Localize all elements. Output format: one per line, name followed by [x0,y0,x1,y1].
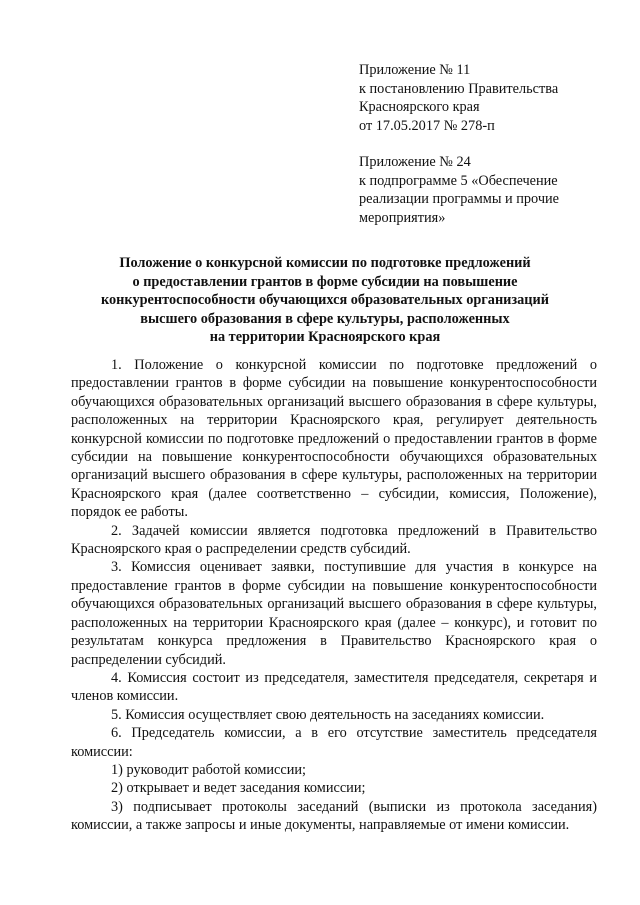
appendix-11-line: Красноярского края [359,99,480,116]
appendix-24-line: реализации программы и прочие [359,191,560,208]
document-title-line: Положение о конкурсной комиссии по подготовке предложений [119,255,531,271]
appendix-11-header [359,61,619,135]
list-item-2: 2) открывает и ведет заседания комиссии; [111,780,366,797]
list-item-1: 1) руководит работой комиссии; [111,761,307,778]
appendix-24-line: Приложение № 24 [359,154,471,170]
paragraph-2: 2. Задачей комиссии является подготовка предложений в Правительство Красноярского края о распределении средств субсидий. [71,522,597,558]
paragraph-5: 5. Комиссия осуществляет свою деятельность на заседаниях комиссии. [111,706,545,723]
appendix-24-line: мероприятия» [359,209,446,226]
document-title-line: конкурентоспособности обучающихся образовательных организаций [100,292,550,309]
document-title-line: на территории Красноярского края [209,329,441,346]
document-title-line: о предоставлении грантов в форме субсидии на повышение [132,273,518,290]
paragraph-3: 3. Комиссия оценивает заявки, поступившие для участия в конкурсе на предоставление грантов в форме субсидии на повышение конкурентоспособности обучающихся образовательных организаций высшего образования в сфере культуры, расположенных на территории Красноярского края (далее – конкурс), и готовит по результатам конкурса предложения в Правительство Красноярского края о распределении субсидий. [71,559,597,668]
paragraph-4: 4. Комиссия состоит из председателя, заместителя председателя, секретаря и членов комиссии. [71,669,597,705]
appendix-24-header [359,153,619,227]
list-item-3: 3) подписывает протоколы заседаний (выписки из протокола заседания) комиссии, а также запросы и иные документы, направляемые от имени комиссии. [71,798,597,834]
paragraph-1: 1. Положение о конкурсной комиссии по подготовке предложений о предоставлении грантов в форме субсидии на повышение конкурентоспособности обучающихся образовательных организаций высшего образования в сфере культуры, расположенных на территории Красноярского края, регулирует деятельность конкурсной комиссии по подготовке предложений о предоставлении грантов в форме субсидии на повышение конкурентоспособности обучающихся образовательных организаций высшего образования в сфере культуры, расположенных на территории Красноярского края (далее соответственно – субсидии, комиссия, Положение), порядок ее работы. [71,357,597,521]
paragraph-6: 6. Председатель комиссии, а в его отсутствие заместитель председателя комиссии: [71,725,597,760]
document-title-line: высшего образования в сфере культуры, расположенных [140,310,510,327]
document-body [71,356,597,835]
document-title [68,254,582,347]
appendix-11-line: к постановлению Правительства [359,80,559,97]
appendix-11-line: от 17.05.2017 № 278-п [359,117,495,134]
appendix-11-line: Приложение № 11 [359,62,471,78]
appendix-24-line: к подпрограмме 5 «Обеспечение [359,172,558,189]
